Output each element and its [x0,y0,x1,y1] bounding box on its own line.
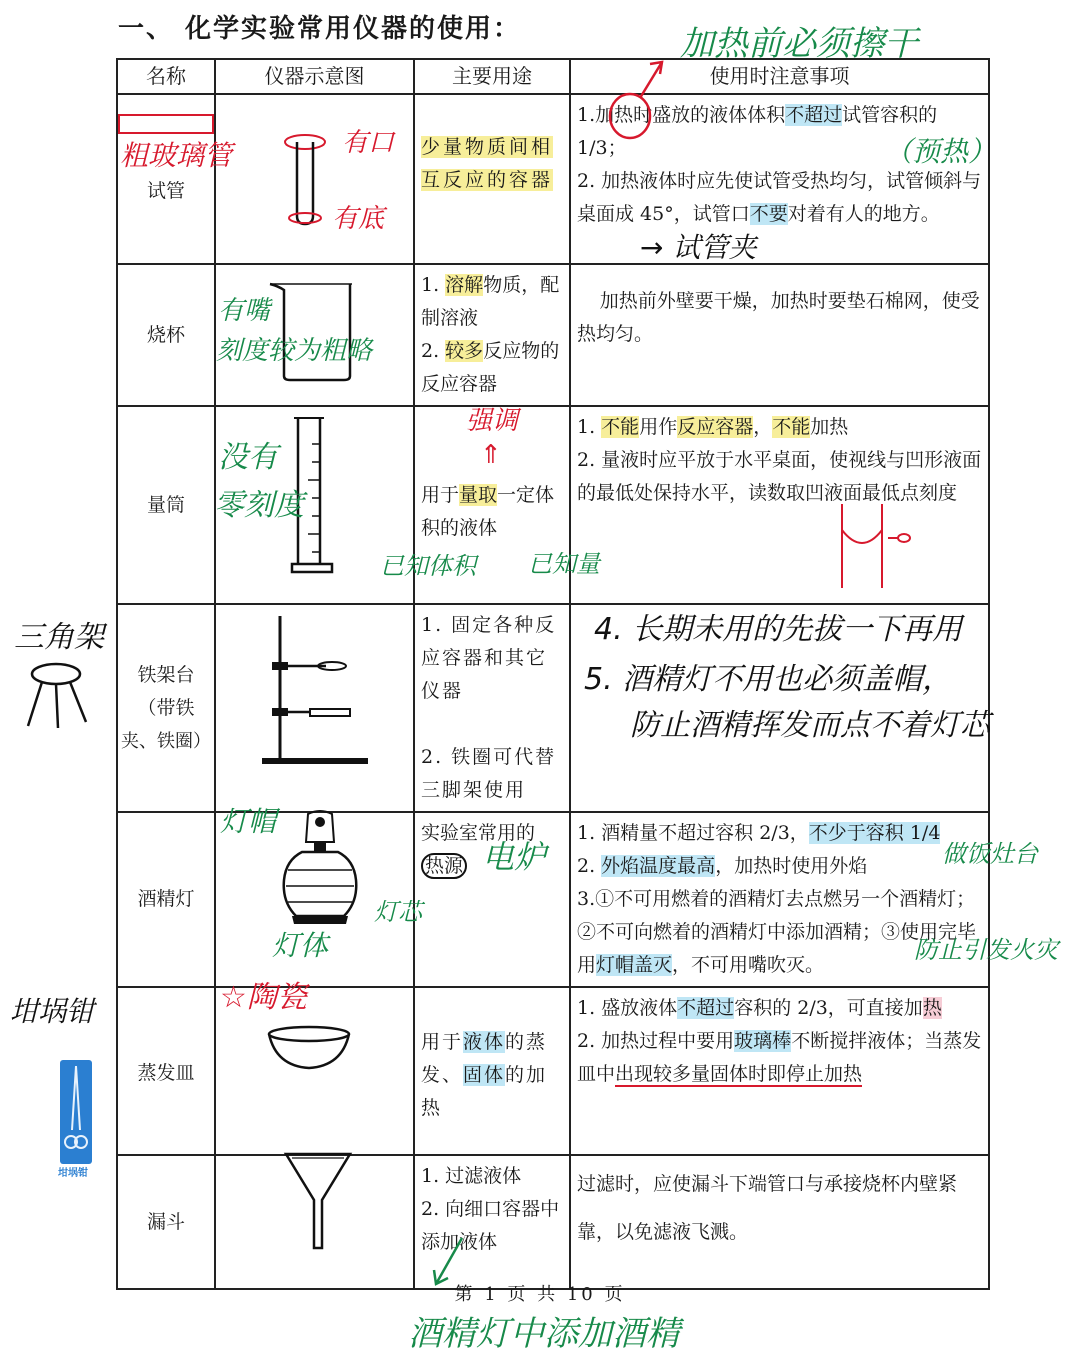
notes-alcohol-lamp: 1. 酒精量不超过容积 2/3，不少于容积 1/4 2. 外焰温度最高，加热时使用外焰 3.①不可用燃着的酒精灯去点燃另一个酒精灯；②不可向燃着的酒精灯中添加酒精；③使用完毕用灯帽盖灭，不可用嘴吹灭。 [570,812,989,987]
table-row [117,94,989,264]
note-emphasis: 强调 [466,406,519,436]
note-has-mouth: 有口 [342,128,395,158]
use-evaporating-dish: 用于液体的蒸发、固体的加热 [414,987,570,1155]
use-iron-stand: 1. 固定各种反应容器和其它仪器 2. 铁圈可代替三脚架使用 [414,604,570,812]
note-known-quantity: 已知量 [528,550,600,578]
note-ceramic: ☆陶瓷 [220,980,307,1015]
note-lamp-cap: 灯帽 [220,805,277,838]
header-use: 主要用途 [414,59,570,94]
note-beaker-scale: 刻度较为粗略 [216,336,373,366]
tongs-caption: 坩埚钳 [58,1168,88,1179]
notes-beaker: 加热前外壁要干燥，加热时要垫石棉网，使受热均匀。 [570,264,989,406]
note-lamp-body: 灯体 [272,929,329,962]
name-funnel: 漏斗 [117,1155,215,1289]
note-tripod: 三角架 [14,620,104,655]
meniscus-sketch [836,500,916,590]
note-tip-5b: 防止酒精挥发而点不着灯芯 [630,708,990,743]
page-title: 一、 化学实验常用仪器的使用： [118,14,522,44]
notes-test-tube: 1.加热时盛放的液体体积不超过试管容积的 1/3； 2. 加热液体时应先使试管受热均匀，试管倾斜与桌面成 45°，试管口不要对着有人的地方。 [570,94,989,264]
header-diagram: 仪器示意图 [215,59,414,94]
note-has-bottom: 有底 [332,204,385,234]
note-tube-clamp: → 试管夹 [640,231,757,264]
iron-stand-drawing [256,612,376,772]
note-add-alcohol: 酒精灯中添加酒精 [408,1314,680,1354]
crucible-tongs-image [60,1060,92,1164]
use-test-tube: 少量物质间相互反应的容器 [414,94,570,264]
note-tip-5a: 5. 酒精灯不用也必须盖帽， [584,662,953,697]
tripod-sketch [22,660,92,732]
use-funnel: 1. 过滤液体 2. 向细口容器中添加液体 [414,1155,570,1289]
use-beaker: 1. 溶解物质，配制溶液 2. 较多反应物的反应容器 [414,264,570,406]
note-beaker-lip: 有嘴 [218,296,271,326]
use-alcohol-lamp: 实验室常用的 热源 [414,812,570,987]
use-cylinder: 用于量取一定体积的液体 [414,406,570,604]
notes-evaporating-dish: 1. 盛放液体不超过容积的 2/3，可直接加热 2. 加热过程中要用玻璃棒不断搅拌液体；当蒸发皿中出现较多量固体时即停止加热 [570,987,989,1155]
note-crucible-tongs: 坩埚钳 [10,995,95,1028]
note-preheat: （预热） [884,135,997,168]
header-name: 名称 [117,59,215,94]
evaporating-dish-drawing [266,1022,352,1072]
red-box [118,114,214,134]
name-beaker: 烧杯 [117,264,215,406]
red-arrow-circle [600,56,670,146]
name-evaporating-dish: 蒸发皿 [117,987,215,1155]
page-footer: 第 1 页 共 10 页 [454,1284,626,1305]
note-dry-before-heating: 加热前必须擦干 [680,24,918,64]
note-no-zero-1: 没有 [218,440,278,475]
note-lamp-wick: 灯芯 [374,898,422,926]
name-test-tube: 试管 [117,94,215,264]
name-iron-stand: 铁架台 （带铁 夹、铁圈） [117,604,215,812]
alcohol-lamp-drawing [280,808,360,932]
note-known-volume: 已知体积 [380,552,476,580]
arrow-up-emphasis: ⇑ [480,440,502,470]
header-notes: 使用时注意事项 [570,59,989,94]
name-alcohol-lamp: 酒精灯 [117,812,215,987]
name-cylinder: 量筒 [117,406,215,604]
note-electric-stove: 电炉 [482,838,547,876]
note-tip-4: 4. 长期未用的先拔一下再用 [594,612,963,647]
funnel-drawing [282,1148,354,1252]
table-row [117,1155,989,1289]
note-no-zero-2: 零刻度 [214,488,304,523]
notes-cylinder: 1. 不能用作反应容器，不能加热 2. 量液时应平放于水平桌面，使视线与凹形液面的最低处保持水平，读数取凹液面最低点刻度 [570,406,989,604]
note-coarse-glass-tube: 粗玻璃管 [120,139,233,172]
note-prevent-fire: 防止引发火灾 [914,936,1058,964]
note-cooking-fire: 做饭灶台 [942,840,1038,868]
notes-funnel: 过滤时，应使漏斗下端管口与承接烧杯内壁紧靠，以免滤液飞溅。 [570,1155,989,1289]
